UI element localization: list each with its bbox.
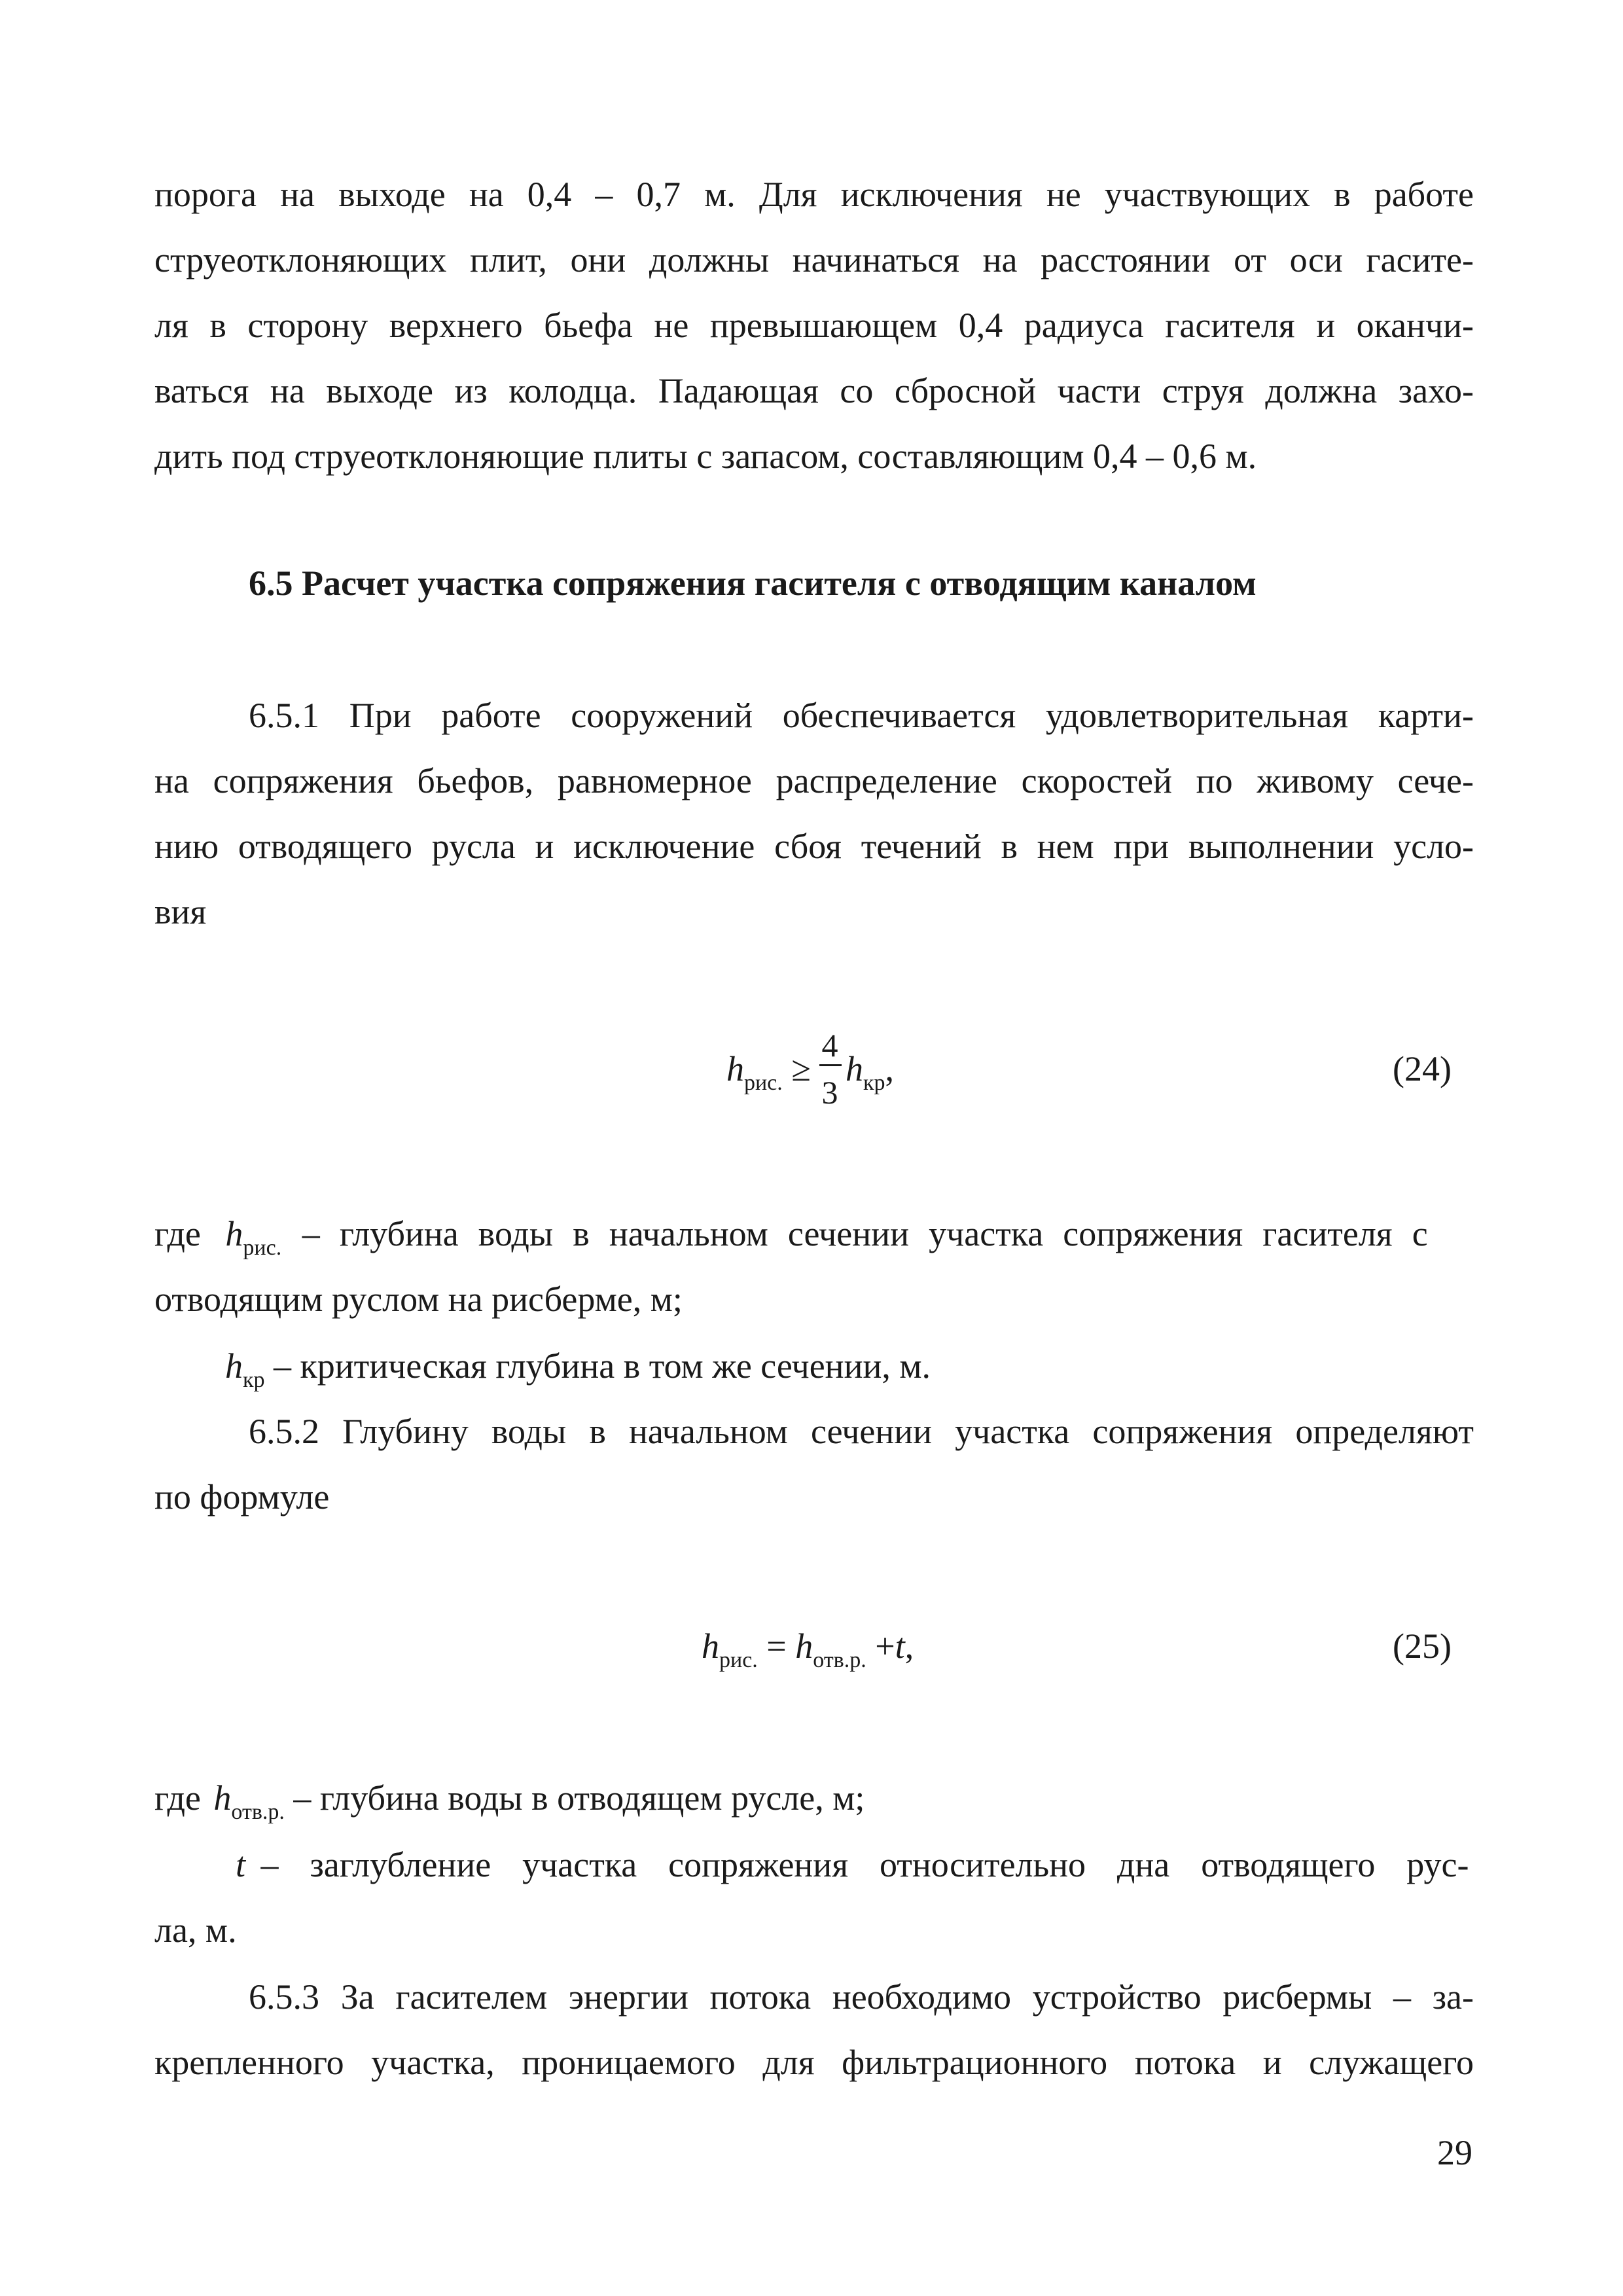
paragraph-line: вия: [154, 892, 207, 931]
where-line: [154, 1778, 865, 1824]
eq-variable-h: h: [726, 1049, 744, 1088]
where-description: – критическая глубина в том же сечении, м.: [274, 1346, 931, 1386]
where-description: – заглубление участка сопряжения относительно дна отводящего рус-: [260, 1845, 1469, 1884]
paragraph-line: порога на выходе на 0,4 – 0,7 м. Для исключения не участвующих в работе: [154, 175, 1474, 214]
where-word: где: [154, 1778, 201, 1818]
paragraph-line: струеотклоняющих плит, они должны начинаться на расстоянии от оси гасите-: [154, 240, 1474, 279]
equation-number: (24): [1393, 1049, 1452, 1088]
paragraph-line: 6.5.3 За гасителем энергии потока необходимо устройство рисбермы – за-: [249, 1977, 1474, 2017]
eq-comma: ,: [904, 1626, 914, 1666]
where-subscript: кр: [243, 1368, 265, 1392]
eq-fraction-numerator: 4: [821, 1027, 838, 1064]
paragraph-line: ла, м.: [154, 1910, 237, 1950]
eq-variable-t: t: [895, 1626, 905, 1666]
equation-number: (25): [1393, 1626, 1452, 1666]
where-description: – глубина воды в начальном сечении участка сопряжения гасителя с: [302, 1214, 1428, 1253]
where-variable-t: t: [236, 1845, 246, 1884]
where-variable-h: h: [225, 1214, 243, 1253]
where-line: [225, 1346, 931, 1392]
where-line: [236, 1847, 1474, 1882]
eq-subscript: рис.: [744, 1071, 783, 1095]
eq-subscript: кр: [863, 1071, 885, 1095]
paragraph-line: на сопряжения бьефов, равномерное распределение скоростей по живому сече-: [154, 761, 1474, 800]
paragraph-line: нию отводящего русла и исключение сбоя течений в нем при выполнении усло-: [154, 827, 1474, 866]
paragraph-line: по формуле: [154, 1477, 330, 1516]
eq-equals-sign: =: [766, 1626, 787, 1666]
eq-plus-sign: +: [875, 1626, 895, 1666]
where-description: – глубина воды в отводящем русле, м;: [293, 1778, 865, 1818]
where-subscript: отв.р.: [231, 1800, 285, 1824]
where-subscript: рис.: [243, 1236, 282, 1260]
paragraph-line: 6.5.1 При работе сооружений обеспечивается удовлетворительная карти-: [249, 696, 1474, 735]
eq-subscript: отв.р.: [813, 1648, 866, 1672]
paragraph-line: дить под струеотклоняющие плиты с запасом, составляющим 0,4 – 0,6 м.: [154, 437, 1257, 476]
where-variable-h: h: [225, 1346, 243, 1386]
page-number: 29: [1437, 2133, 1472, 2172]
where-line: [154, 1214, 1474, 1260]
where-variable-h: h: [213, 1778, 232, 1818]
eq-variable-h: h: [702, 1626, 719, 1666]
paragraph-line: крепленного участка, проницаемого для фильтрационного потока и служащего: [154, 2043, 1474, 2082]
eq-variable-h: h: [846, 1049, 863, 1088]
eq-fraction-denominator: 3: [821, 1074, 838, 1111]
where-word: где: [154, 1214, 201, 1253]
section-heading: 6.5 Расчет участка сопряжения гасителя с отводящим каналом: [249, 564, 1257, 603]
eq-ge-sign: ≥: [791, 1049, 811, 1088]
eq-variable-h: h: [795, 1626, 813, 1666]
paragraph-line: ля в сторону верхнего бьефа не превышающем 0,4 радиуса гасителя и оканчи-: [154, 306, 1474, 345]
eq-subscript: рис.: [719, 1648, 758, 1672]
paragraph-line: 6.5.2 Глубину воды в начальном сечении участка сопряжения определяют: [249, 1412, 1474, 1451]
eq-comma: ,: [885, 1049, 895, 1088]
paragraph-line: отводящим руслом на рисберме, м;: [154, 1280, 683, 1319]
paragraph-line: ваться на выходе из колодца. Падающая со сбросной части струя должна захо-: [154, 371, 1474, 410]
eq-fraction-bar: [819, 1064, 842, 1066]
